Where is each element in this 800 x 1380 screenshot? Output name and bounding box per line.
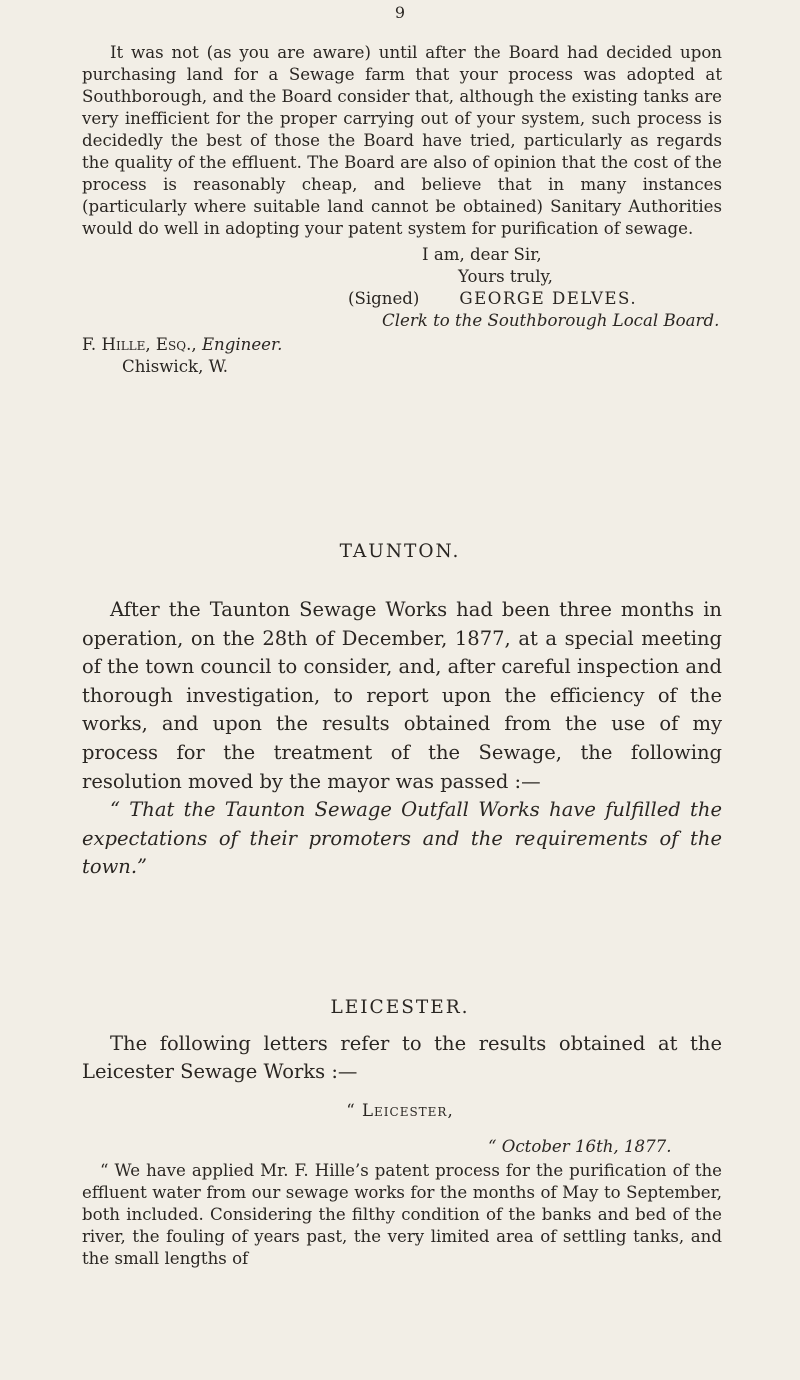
letter-closing	[82, 244, 722, 378]
leicester-heading: LEICESTER.	[330, 997, 470, 1018]
addressee-place: Chiswick, W.	[122, 357, 229, 376]
signer-name: GEORGE DELVES.	[459, 289, 638, 308]
taunton-heading: TAUNTON.	[339, 541, 461, 562]
signature-line	[82, 288, 722, 310]
letter-date	[488, 1136, 748, 1158]
leicester-letter-paragraph: “ We have applied Mr. F. Hille’s patent process for the purification of the effluent water from our sewage works for the months of May to September, both included. Considering the filthy condition of the banks and bed of the river, the fouling of years past, the very limited area of settling tanks, and the small lengths of	[82, 1161, 722, 1268]
page-number: 9	[394, 3, 406, 22]
signed-label: (Signed)	[348, 289, 420, 308]
letter-place: “ Leicester,	[346, 1101, 454, 1120]
taunton-paragraph: After the Taunton Sewage Works had been three months in operation, on the 28th of December, 1877, at a special meeting of the town council to consider, and, after careful inspection and thorough investigation, to report upon the efficiency of the works, and upon the results obtained from the use of my process for the treatment of the Sewage, the following resolution moved by the mayor was passed :—	[82, 598, 722, 793]
letter-date-text: “ October 16th, 1877.	[488, 1137, 672, 1156]
southborough-paragraph: It was not (as you are aware) until after the Board had decided upon purchasing land for a Sewage farm that your process was adopted at Southborough, and the Board consider that, although the existing tanks are very inefficient for the proper carrying out of your system, such process is decidedly the best of those the Board have tried, particularly as regards the quality of the effluent. The Board are also of opinion that the cost of the process is reasonably cheap, and believe that in many instances (particularly where suitable land cannot be obtained) Sanitary Authorities would do well in adopting your patent system for purification of sewage.	[82, 43, 722, 238]
addressee-line	[82, 334, 722, 356]
taunton-resolution: “ That the Taunton Sewage Outfall Works have fulfilled the expectations of their promoters and the requirements of the town.”	[82, 798, 722, 879]
taunton-section	[82, 596, 722, 882]
leicester-letter-body	[82, 1160, 722, 1270]
signer-title: Clerk to the Southborough Local Board.	[382, 311, 720, 330]
addressee-role: Engineer.	[201, 335, 283, 354]
closing-salutation: I am, dear Sir,	[422, 245, 542, 264]
closing-yours-truly: Yours truly,	[458, 267, 553, 286]
addressee-name: F. Hille, Esq.,	[82, 335, 197, 354]
leicester-intro	[82, 1030, 722, 1086]
leicester-intro-paragraph: The following letters refer to the results obtained at the Leicester Sewage Works :—	[82, 1032, 722, 1083]
southborough-letter-ending	[82, 42, 722, 378]
